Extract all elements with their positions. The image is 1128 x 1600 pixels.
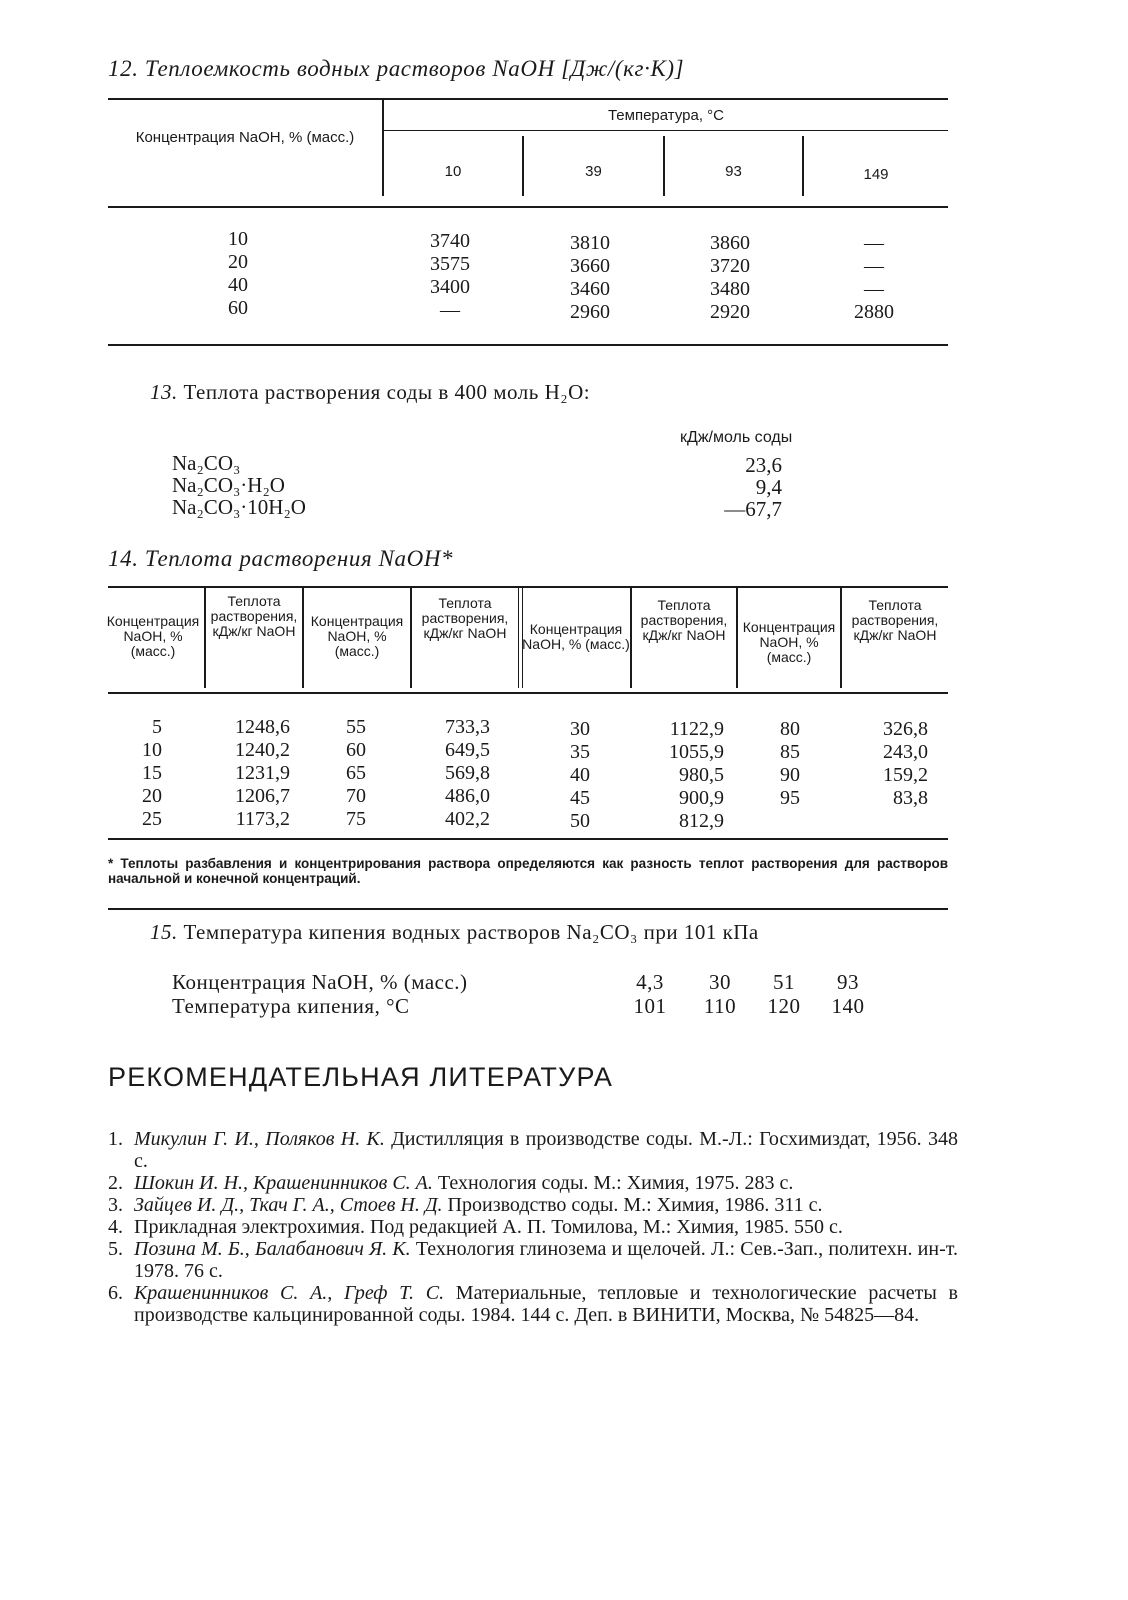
table-cell: 980,5 <box>679 764 724 786</box>
reference-text: Дистилляция в производстве соды. М.-Л.: Госхимиздат, 1956. 348 с. <box>134 1128 958 1172</box>
table-cell: 3575 <box>430 253 470 275</box>
reference-authors: Шокин И. Н., Крашенинников С. А. <box>134 1172 433 1194</box>
table12-header-rule <box>108 206 948 208</box>
reference-text: Материальные, тепловые и технологические расчеты в производстве кальцинированной соды. 1984. 144 с. Деп. в ВИНИТИ, Москва, № 54825—84. <box>134 1282 959 1326</box>
table-cell: 80 <box>780 718 800 740</box>
table14-heat-header: Теплота растворения, кДж/кг NaOH <box>421 595 509 641</box>
table14-conc-header: Концентрация NaOH, % (масс.) <box>522 621 630 652</box>
table-cell: 159,2 <box>883 764 928 786</box>
table12-temp-col: 149 <box>863 166 889 183</box>
reference-text: Производство соды. М.: Химия, 1986. 311 с. <box>442 1194 823 1216</box>
section15-value: 110 <box>703 994 737 1018</box>
table-cell: 25 <box>142 808 162 830</box>
table-cell: 90 <box>780 764 800 786</box>
reference-number: 6. <box>108 1282 123 1304</box>
table-cell: 1206,7 <box>235 785 290 807</box>
table-cell: 3720 <box>710 255 750 277</box>
table14-conc-header: Концентрация NaOH, % (масс.) <box>742 619 836 665</box>
table-cell: 3860 <box>710 232 750 254</box>
table-cell: 1122,9 <box>669 718 724 740</box>
section15-value: 140 <box>831 994 865 1018</box>
list-item <box>108 1238 958 1282</box>
table-cell: 10 <box>228 228 248 250</box>
table12-value-column <box>550 232 630 324</box>
table14-conc-column <box>326 716 386 831</box>
section13-number: 13. <box>150 380 178 404</box>
table-cell: 95 <box>780 787 800 809</box>
table-cell: 70 <box>346 785 366 807</box>
table-cell: 2920 <box>710 301 750 323</box>
reference-number: 5. <box>108 1238 123 1260</box>
table-cell: 40 <box>570 764 590 786</box>
table-cell: 5 <box>152 716 162 738</box>
table12-title-text: Теплоемкость водных растворов NaOH [Дж/(кг·К)] <box>144 56 685 81</box>
list-item <box>108 1194 958 1216</box>
reference-number: 1. <box>108 1128 123 1150</box>
reference-authors: Крашенинников С. А., Греф Т. С. <box>134 1282 445 1304</box>
section13-title-text: Теплота растворения соды в 400 моль H₂O: <box>183 380 591 404</box>
list-item <box>108 1282 958 1326</box>
table-cell: 50 <box>570 810 590 832</box>
table-cell: — <box>440 299 460 321</box>
list-item <box>108 1172 958 1194</box>
table12-temp-col: 10 <box>444 163 462 180</box>
table-cell: 402,2 <box>445 808 490 830</box>
table14-heat-header: Теплота растворения, кДж/кг NaOH <box>851 597 939 643</box>
section15-row1-label: Концентрация NaOH, % (масс.) <box>172 970 468 994</box>
table-cell: 10 <box>142 739 162 761</box>
table-cell: 1240,2 <box>235 739 290 761</box>
reference-number: 4. <box>108 1216 123 1238</box>
value: —67,7 <box>724 497 782 521</box>
section15-value: 4,3 <box>636 970 664 994</box>
table12-conc-column <box>198 228 278 320</box>
table14-heat-header: Теплота растворения, кДж/кг NaOH <box>210 593 298 639</box>
table14-heat-column <box>206 716 290 831</box>
table-cell: 3810 <box>570 232 610 254</box>
reference-number: 2. <box>108 1172 123 1194</box>
section13-formulas <box>172 452 306 518</box>
reference-text: Технология глинозема и щелочей. Л.: Сев.-Зап., политехн. ин-т. 1978. 76 с. <box>134 1238 958 1282</box>
table12-bottom-rule <box>108 344 948 346</box>
table14-number: 14. <box>108 546 139 571</box>
table-cell: 486,0 <box>445 785 490 807</box>
table12-conc-header: Концентрация NaOH, % (масс.) <box>135 129 355 146</box>
table-cell: 85 <box>780 741 800 763</box>
table12-temp-col: 39 <box>585 163 602 180</box>
table-cell: 3740 <box>430 230 470 252</box>
table14-heat-column <box>414 716 490 831</box>
table12-top-rule <box>108 98 948 100</box>
section15-value: 93 <box>837 970 859 994</box>
table-cell: 2880 <box>854 301 894 323</box>
section15-title-text: Температура кипения водных растворов Na₂CO₃ при 101 кПа <box>183 920 759 944</box>
reference-number: 3. <box>108 1194 123 1216</box>
table14-bottom-rule <box>108 838 948 840</box>
reference-body <box>134 1216 958 1238</box>
table14-title-text: Теплота растворения NaOH* <box>144 546 454 571</box>
table14-top-rule <box>108 586 948 588</box>
table-cell: 60 <box>228 297 248 319</box>
table-cell: 75 <box>346 808 366 830</box>
table-cell: 3480 <box>710 278 750 300</box>
table-cell: 733,3 <box>445 716 490 738</box>
table12-value-column <box>834 232 914 324</box>
table-cell: 65 <box>346 762 366 784</box>
table-cell: 2960 <box>570 301 610 323</box>
table12-value-column <box>410 230 490 322</box>
value: 9,4 <box>755 475 782 499</box>
table12-number: 12. <box>108 56 139 81</box>
table-cell: 243,0 <box>883 741 928 763</box>
section15-row2-label: Температура кипения, °С <box>172 994 410 1018</box>
table-cell: 569,8 <box>445 762 490 784</box>
value: 23,6 <box>745 453 782 477</box>
formula: Na₂CO₃ <box>172 451 241 475</box>
table-cell: 40 <box>228 274 248 296</box>
table-cell: 900,9 <box>679 787 724 809</box>
table-cell: 60 <box>346 739 366 761</box>
reference-authors: Зайцев И. Д., Ткач Г. А., Стоев Н. Д. <box>134 1194 443 1216</box>
table-cell: 3400 <box>430 276 470 298</box>
table-cell: 649,5 <box>445 739 490 761</box>
table-cell: 20 <box>228 251 248 273</box>
table-cell: 1055,9 <box>669 741 724 763</box>
formula: Na₂CO₃·H₂O <box>172 473 285 497</box>
table14-conc-column <box>550 718 610 833</box>
table14-title <box>108 546 453 572</box>
table-cell: 30 <box>570 718 590 740</box>
table-cell: 15 <box>142 762 162 784</box>
table-cell: — <box>864 255 884 277</box>
table-cell: 1173,2 <box>235 808 290 830</box>
table14-heat-header: Теплота растворения, кДж/кг NaOH <box>640 597 728 643</box>
table-cell: 55 <box>346 716 366 738</box>
table14-heat-column <box>846 718 928 810</box>
section15-number: 15. <box>150 920 178 944</box>
table-cell: 35 <box>570 741 590 763</box>
section15-title <box>150 920 759 945</box>
table12-title <box>108 56 684 82</box>
table-cell: — <box>864 278 884 300</box>
table14-header-rule <box>108 692 948 694</box>
list-item <box>108 1128 958 1172</box>
section15-value: 30 <box>709 970 731 994</box>
table-cell: 3660 <box>570 255 610 277</box>
section13-unit: кДж/моль соды <box>680 429 793 446</box>
table14-conc-column <box>112 716 162 831</box>
table14-heat-column <box>640 718 724 833</box>
table-cell: 326,8 <box>883 718 928 740</box>
reference-body <box>134 1172 958 1194</box>
reference-body <box>134 1194 958 1216</box>
table14-footnote: * Теплоты разбавления и концентрирования раствора определяются как разность теплот растворения для растворов начальной и конечной концентраций. <box>108 856 948 886</box>
reference-body <box>134 1238 958 1282</box>
table14-conc-header: Концентрация NaOH, % (масс.) <box>106 613 200 659</box>
table-cell: 3460 <box>570 278 610 300</box>
table-cell: 83,8 <box>893 787 928 809</box>
reference-body <box>134 1128 958 1172</box>
table12-temp-rule <box>384 130 948 131</box>
section15-value: 51 <box>773 970 795 994</box>
reference-text: Технология соды. М.: Химия, 1975. 283 с. <box>432 1172 794 1194</box>
reference-body <box>134 1282 958 1326</box>
table-cell: 812,9 <box>679 810 724 832</box>
table12-temp-col: 93 <box>725 163 742 180</box>
table-cell: 1231,9 <box>235 762 290 784</box>
table12-temp-header: Температура, °С <box>607 107 724 124</box>
table14-footnote-rule <box>108 908 948 910</box>
table14-conc-column <box>760 718 820 810</box>
list-item <box>108 1216 958 1238</box>
table-cell: — <box>864 232 884 254</box>
reference-authors: Позина М. Б., Балабанович Я. К. <box>134 1238 411 1260</box>
section13-title <box>150 380 590 405</box>
table14-conc-header: Концентрация NaOH, % (масс.) <box>310 613 404 659</box>
table12-col-divider <box>802 136 804 196</box>
section15-value: 120 <box>767 994 801 1018</box>
table-cell: 45 <box>570 787 590 809</box>
table12-value-column <box>690 232 770 324</box>
table-cell: 1248,6 <box>235 716 290 738</box>
section13-values <box>700 454 782 520</box>
reference-authors: Микулин Г. И., Поляков Н. К. <box>134 1128 385 1150</box>
table-cell: 20 <box>142 785 162 807</box>
references-heading: РЕКОМЕНДАТЕЛЬНАЯ ЛИТЕРАТУРА <box>108 1062 614 1092</box>
formula: Na₂CO₃·10H₂O <box>172 495 306 519</box>
reference-text: Прикладная электрохимия. Под редакцией А. П. Томилова, М.: Химия, 1985. 550 с. <box>134 1216 843 1238</box>
references-list <box>108 1128 958 1326</box>
section15-value: 101 <box>633 994 667 1018</box>
